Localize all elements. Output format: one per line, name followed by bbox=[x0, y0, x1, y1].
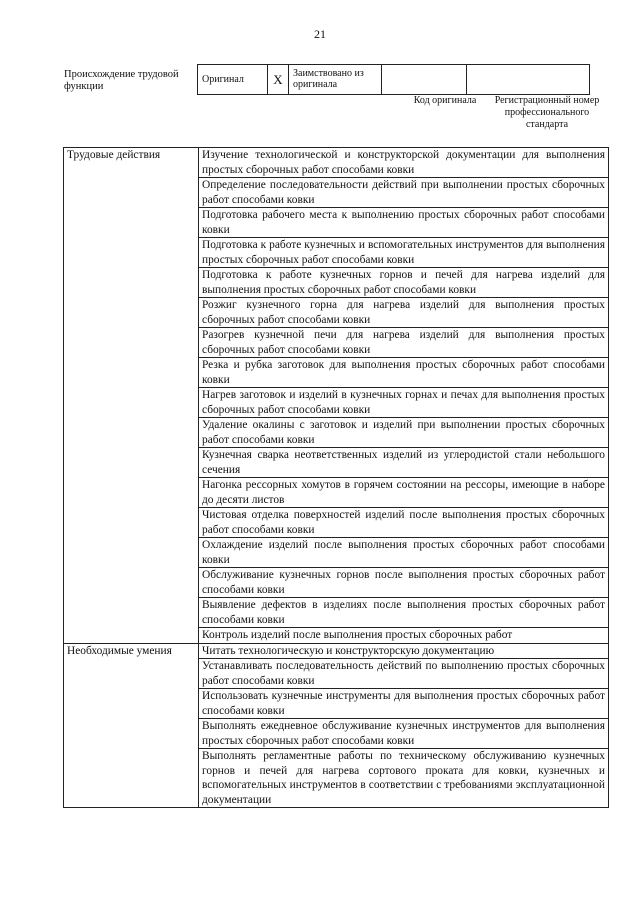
list-item: Выполнять ежедневное обслуживание кузнечных инструментов для выполнения простых сборочных работ способами ковки bbox=[199, 719, 609, 749]
list-item: Обслуживание кузнечных горнов после выполнения простых сборочных работ способами ковки bbox=[199, 568, 609, 598]
original-cell: Оригинал bbox=[198, 65, 268, 95]
page-number: 21 bbox=[314, 27, 326, 41]
list-item: Читать технологическую и конструкторскую документацию bbox=[199, 643, 609, 659]
original-mark: X bbox=[268, 65, 289, 95]
list-item: Подготовка к работе кузнечных горнов и печей для нагрева изделий для выполнения простых сборочных работ способами ковки bbox=[199, 268, 609, 298]
list-item: Нагрев заготовок и изделий в кузнечных горнах и печах для выполнения простых сборочных работ способами ковки bbox=[199, 388, 609, 418]
list-item: Контроль изделий после выполнения простых сборочных работ bbox=[199, 628, 609, 644]
function-table-body bbox=[64, 148, 609, 808]
borrowed-cell: Заимствовано из оригинала bbox=[289, 65, 382, 95]
list-item: Изучение технологической и конструкторской документации для выполнения простых сборочных работ способами ковки bbox=[199, 148, 609, 178]
list-item: Чистовая отделка поверхностей изделий после выполнения простых сборочных работ способами ковки bbox=[199, 508, 609, 538]
table-row bbox=[64, 148, 609, 178]
code-caption: Код оригинала bbox=[413, 95, 477, 106]
list-item: Использовать кузнечные инструменты для выполнения простых сборочных работ способами ковки bbox=[199, 689, 609, 719]
table-row bbox=[64, 643, 609, 659]
function-table bbox=[63, 147, 609, 808]
section-title: Трудовые действия bbox=[64, 148, 199, 644]
registration-caption: Регистрационный номер профессионального стандарта bbox=[494, 95, 600, 130]
list-item: Разогрев кузнечной печи для нагрева изделий для выполнения простых сборочных работ способами ковки bbox=[199, 328, 609, 358]
list-item: Определение последовательности действий при выполнении простых сборочных работ способами ковки bbox=[199, 178, 609, 208]
list-item: Выполнять регламентные работы по техническому обслуживанию кузнечных горнов и печей для нагрева сортового проката для ковки, кузнечных и вспомогательных инструментов в соответствии с требованиями эксплуатационной документации bbox=[199, 749, 609, 808]
list-item: Выявление дефектов в изделиях после выполнения простых сборочных работ способами ковки bbox=[199, 598, 609, 628]
list-item: Удаление окалины с заготовок и изделий при выполнении простых сборочных работ способами ковки bbox=[199, 418, 609, 448]
list-item: Кузнечная сварка неответственных изделий из углеродистой стали небольшого сечения bbox=[199, 448, 609, 478]
registration-number-cell bbox=[467, 65, 590, 95]
list-item: Устанавливать последовательность действий по выполнению простых сборочных работ способами ковки bbox=[199, 659, 609, 689]
origin-label: Происхождение трудовой функции bbox=[64, 69, 179, 92]
list-item: Розжиг кузнечного горна для нагрева изделий для выполнения простых сборочных работ способами ковки bbox=[199, 298, 609, 328]
list-item: Подготовка к работе кузнечных и вспомогательных инструментов для выполнения простых сборочных работ способами ковки bbox=[199, 238, 609, 268]
original-code-cell bbox=[382, 65, 467, 95]
origin-table bbox=[197, 64, 590, 95]
list-item: Нагонка рессорных хомутов в горячем состоянии на рессоры, имеющие в наборе до десяти листов bbox=[199, 478, 609, 508]
list-item: Подготовка рабочего места к выполнению простых сборочных работ способами ковки bbox=[199, 208, 609, 238]
list-item: Резка и рубка заготовок для выполнения простых сборочных работ способами ковки bbox=[199, 358, 609, 388]
list-item: Охлаждение изделий после выполнения простых сборочных работ способами ковки bbox=[199, 538, 609, 568]
section-title: Необходимые умения bbox=[64, 643, 199, 808]
